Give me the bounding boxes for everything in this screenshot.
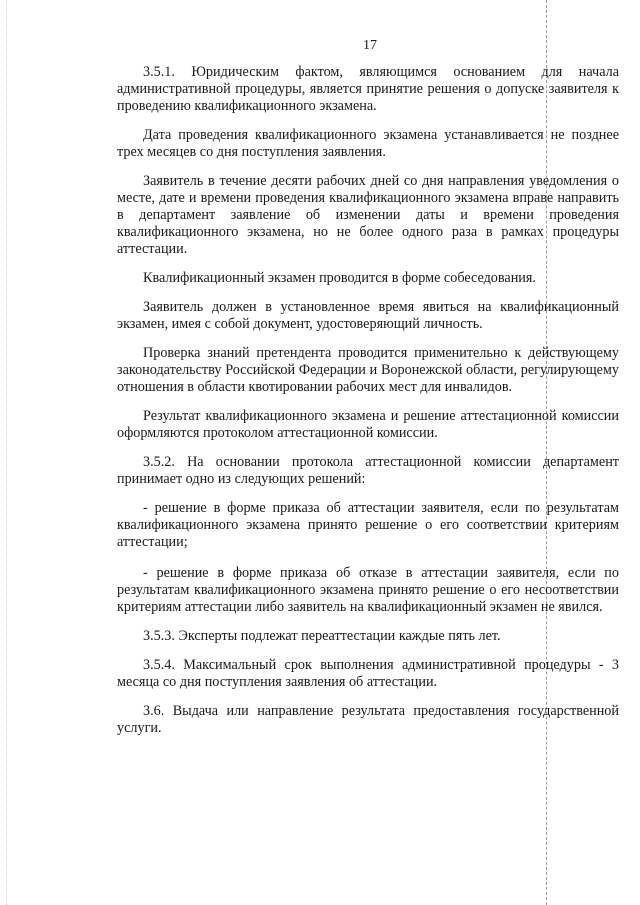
paragraph-decision-attestation: - решение в форме приказа об аттестации заявителя, если по результатам квалификационного экзамена принято решение о его соответствии критериям аттестации; xyxy=(117,500,619,550)
paragraph-exam-date: Дата проведения квалификационного экзамена устанавливается не позднее трех месяцев со дня поступления заявления. xyxy=(117,127,619,160)
paragraph-3-5-4: 3.5.4. Максимальный срок выполнения административной процедуры - 3 месяца со дня поступления заявления об аттестации. xyxy=(117,657,619,690)
scan-edge-line xyxy=(6,0,7,905)
document-body xyxy=(117,64,619,749)
paragraph-decision-refusal: - решение в форме приказа об отказе в аттестации заявителя, если по результатам квалификационного экзамена принято решение о его несоответствии критериям аттестации либо заявитель на квалификационный экзамен не явился. xyxy=(117,565,619,615)
paragraph-3-6: 3.6. Выдача или направление результата предоставления государственной услуги. xyxy=(117,703,619,736)
paragraph-3-5-3: 3.5.3. Эксперты подлежат переаттестации каждые пять лет. xyxy=(143,628,501,644)
paragraph-exam-form: Квалификационный экзамен проводится в форме собеседования. xyxy=(143,270,536,286)
paragraph-identity-document: Заявитель должен в установленное время явиться на квалификационный экзамен, имея с собой документ, удостоверяющий личность. xyxy=(117,299,619,332)
paragraph-exam-result: Результат квалификационного экзамена и решение аттестационной комиссии оформляются протоколом аттестационной комиссии. xyxy=(117,408,619,441)
paragraph-3-5-2: 3.5.2. На основании протокола аттестационной комиссии департамент принимает одно из следующих решений: xyxy=(117,454,619,487)
paragraph-date-change: Заявитель в течение десяти рабочих дней со дня направления уведомления о месте, дате и времени проведения квалификационного экзамена вправе направить в департамент заявление об изменении даты и времени проведения квалификационного экзамена, но не более одного раза в рамках процедуры аттестации. xyxy=(117,173,619,257)
paragraph-knowledge-check: Проверка знаний претендента проводится применительно к действующему законодательству Российской Федерации и Воронежской области, регулирующему отношения в области квотировании рабочих мест для инвалидов. xyxy=(117,345,619,395)
paragraph-3-5-1: 3.5.1. Юридическим фактом, являющимся основанием для начала административной процедуры, является принятие решения о допуске заявителя к проведению квалификационного экзамена. xyxy=(117,64,619,114)
page-number: 17 xyxy=(363,38,377,53)
